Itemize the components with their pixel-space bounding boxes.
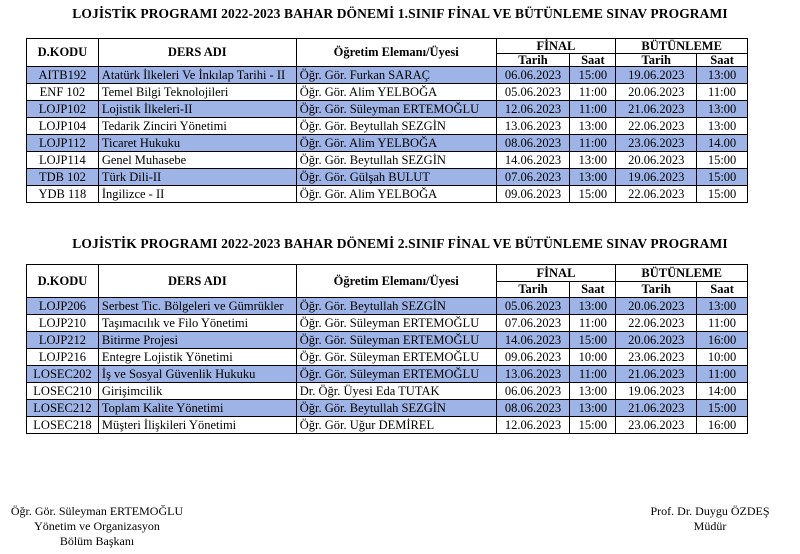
table-row [27, 169, 748, 186]
signature-left-department: Yönetim ve Organizasyon [34, 519, 160, 533]
final-time-cell: 11:00 [570, 315, 616, 332]
makeup-time-cell: 13:00 [697, 298, 748, 315]
signature-right [630, 504, 790, 534]
program1-title: LOJİSTİK PROGRAMI 2022-2023 BAHAR DÖNEMİ 1.SINIF FİNAL VE BÜTÜNLEME SINAV PROGRAMI [72, 6, 728, 21]
makeup-time-cell: 16:00 [697, 417, 748, 434]
header-final-time: Saat [570, 282, 616, 298]
makeup-date-cell: 19.06.2023 [616, 383, 697, 400]
instructor-cell: Öğr. Gör. Süleyman ERTEMOĞLU [296, 366, 496, 383]
table-row [27, 366, 748, 383]
course-code-cell: LOJP112 [27, 135, 99, 152]
makeup-date-cell: 20.06.2023 [616, 152, 697, 169]
course-name-cell: İngilizce - II [98, 186, 296, 203]
header-makeup-time: Saat [697, 282, 748, 298]
makeup-date-cell: 22.06.2023 [616, 315, 697, 332]
header-course: DERS ADI [98, 265, 296, 298]
header-makeup-time: Saat [697, 54, 748, 67]
table-row [27, 135, 748, 152]
course-code-cell: AITB192 [27, 67, 99, 84]
instructor-cell: Öğr. Gör. Süleyman ERTEMOĞLU [296, 315, 496, 332]
header-course: DERS ADI [98, 39, 296, 67]
header-final: FİNAL [496, 39, 616, 54]
header-final-date: Tarih [496, 54, 570, 67]
table-row [27, 101, 748, 118]
final-time-cell: 11:00 [570, 84, 616, 101]
course-name-cell: Müşteri İlişkileri Yönetimi [98, 417, 296, 434]
course-code-cell: YDB 118 [27, 186, 99, 203]
instructor-cell: Öğr. Gör. Uğur DEMİREL [296, 417, 496, 434]
final-date-cell: 12.06.2023 [496, 101, 570, 118]
makeup-time-cell: 13:00 [697, 67, 748, 84]
instructor-cell: Öğr. Gör. Beytullah SEZGİN [296, 298, 496, 315]
final-date-cell: 08.06.2023 [496, 135, 570, 152]
final-date-cell: 06.06.2023 [496, 383, 570, 400]
makeup-time-cell: 15:00 [697, 152, 748, 169]
course-code-cell: LOJP102 [27, 101, 99, 118]
header-code: D.KODU [27, 265, 99, 298]
table-row [27, 118, 748, 135]
header-final: FİNAL [496, 265, 616, 282]
course-name-cell: Toplam Kalite Yönetimi [98, 400, 296, 417]
final-time-cell: 13:00 [570, 118, 616, 135]
final-time-cell: 11:00 [570, 366, 616, 383]
final-time-cell: 15:00 [570, 332, 616, 349]
course-code-cell: TDB 102 [27, 169, 99, 186]
final-date-cell: 14.06.2023 [496, 332, 570, 349]
final-time-cell: 15:00 [570, 67, 616, 84]
table-row [27, 84, 748, 101]
course-name-cell: İş ve Sosyal Güvenlik Hukuku [98, 366, 296, 383]
final-date-cell: 05.06.2023 [496, 84, 570, 101]
course-code-cell: ENF 102 [27, 84, 99, 101]
course-name-cell: Temel Bilgi Teknolojileri [98, 84, 296, 101]
instructor-cell: Öğr. Gör. Süleyman ERTEMOĞLU [296, 101, 496, 118]
final-date-cell: 07.06.2023 [496, 315, 570, 332]
final-time-cell: 13:00 [570, 383, 616, 400]
instructor-cell: Öğr. Gör. Alim YELBOĞA [296, 84, 496, 101]
makeup-time-cell: 13:00 [697, 101, 748, 118]
header-makeup-date: Tarih [616, 282, 697, 298]
instructor-cell: Öğr. Gör. Gülşah BULUT [296, 169, 496, 186]
table-row [27, 152, 748, 169]
final-time-cell: 13:00 [570, 298, 616, 315]
header-makeup: BÜTÜNLEME [616, 265, 748, 282]
signature-left [2, 504, 192, 549]
course-name-cell: Tedarik Zinciri Yönetimi [98, 118, 296, 135]
makeup-time-cell: 15:00 [697, 186, 748, 203]
final-date-cell: 09.06.2023 [496, 186, 570, 203]
final-time-cell: 15:00 [570, 417, 616, 434]
makeup-date-cell: 19.06.2023 [616, 169, 697, 186]
program1-table [26, 38, 748, 203]
course-code-cell: LOJP206 [27, 298, 99, 315]
header-makeup-date: Tarih [616, 54, 697, 67]
makeup-date-cell: 23.06.2023 [616, 417, 697, 434]
final-time-cell: 13:00 [570, 169, 616, 186]
final-date-cell: 13.06.2023 [496, 366, 570, 383]
makeup-time-cell: 10:00 [697, 349, 748, 366]
course-name-cell: Genel Muhasebe [98, 152, 296, 169]
final-time-cell: 11:00 [570, 135, 616, 152]
table-row [27, 400, 748, 417]
final-time-cell: 13:00 [570, 400, 616, 417]
signature-right-role: Müdür [693, 519, 727, 533]
final-time-cell: 15:00 [570, 186, 616, 203]
final-date-cell: 07.06.2023 [496, 169, 570, 186]
final-time-cell: 10:00 [570, 349, 616, 366]
makeup-date-cell: 21.06.2023 [616, 400, 697, 417]
table-row [27, 315, 748, 332]
final-date-cell: 08.06.2023 [496, 400, 570, 417]
course-name-cell: Lojistik İlkeleri-II [98, 101, 296, 118]
program2-table [26, 264, 748, 434]
course-code-cell: LOJP104 [27, 118, 99, 135]
makeup-date-cell: 23.06.2023 [616, 349, 697, 366]
final-date-cell: 12.06.2023 [496, 417, 570, 434]
header-instructor: Öğretim Elemanı/Üyesi [296, 265, 496, 298]
final-time-cell: 11:00 [570, 101, 616, 118]
instructor-cell: Öğr. Gör. Alim YELBOĞA [296, 186, 496, 203]
header-final-date: Tarih [496, 282, 570, 298]
makeup-time-cell: 15:00 [697, 400, 748, 417]
course-code-cell: LOJP114 [27, 152, 99, 169]
course-code-cell: LOSEC202 [27, 366, 99, 383]
instructor-cell: Öğr. Gör. Beytullah SEZGİN [296, 152, 496, 169]
course-name-cell: Bitirme Projesi [98, 332, 296, 349]
makeup-time-cell: 11:00 [697, 366, 748, 383]
course-name-cell: Girişimcilik [98, 383, 296, 400]
makeup-time-cell: 14.00 [697, 135, 748, 152]
course-name-cell: Türk Dili-II [98, 169, 296, 186]
course-name-cell: Serbest Tic. Bölgeleri ve Gümrükler [98, 298, 296, 315]
table-row [27, 298, 748, 315]
final-date-cell: 09.06.2023 [496, 349, 570, 366]
program2-title: LOJİSTİK PROGRAMI 2022-2023 BAHAR DÖNEMİ 2.SINIF FİNAL VE BÜTÜNLEME SINAV PROGRAMI [72, 236, 728, 251]
makeup-time-cell: 13:00 [697, 118, 748, 135]
instructor-cell: Öğr. Gör. Furkan SARAÇ [296, 67, 496, 84]
makeup-time-cell: 11:00 [697, 315, 748, 332]
makeup-date-cell: 19.06.2023 [616, 67, 697, 84]
course-code-cell: LOSEC210 [27, 383, 99, 400]
header-instructor: Öğretim Elemanı/Üyesi [296, 39, 496, 67]
makeup-date-cell: 23.06.2023 [616, 135, 697, 152]
final-date-cell: 13.06.2023 [496, 118, 570, 135]
signature-left-name: Öğr. Gör. Süleyman ERTEMOĞLU [10, 504, 184, 518]
makeup-date-cell: 22.06.2023 [616, 186, 697, 203]
makeup-date-cell: 22.06.2023 [616, 118, 697, 135]
signature-right-name: Prof. Dr. Duygu ÖZDEŞ [650, 504, 770, 518]
course-code-cell: LOSEC212 [27, 400, 99, 417]
final-time-cell: 13:00 [570, 152, 616, 169]
table-row [27, 186, 748, 203]
table-row [27, 417, 748, 434]
instructor-cell: Dr. Öğr. Üyesi Eda TUTAK [296, 383, 496, 400]
makeup-time-cell: 15:00 [697, 169, 748, 186]
final-date-cell: 06.06.2023 [496, 67, 570, 84]
makeup-date-cell: 20.06.2023 [616, 332, 697, 349]
header-makeup: BÜTÜNLEME [616, 39, 748, 54]
instructor-cell: Öğr. Gör. Süleyman ERTEMOĞLU [296, 349, 496, 366]
instructor-cell: Öğr. Gör. Beytullah SEZGİN [296, 118, 496, 135]
makeup-date-cell: 21.06.2023 [616, 101, 697, 118]
course-code-cell: LOJP216 [27, 349, 99, 366]
course-name-cell: Ticaret Hukuku [98, 135, 296, 152]
course-code-cell: LOJP212 [27, 332, 99, 349]
header-code: D.KODU [27, 39, 99, 67]
table-row [27, 383, 748, 400]
makeup-date-cell: 20.06.2023 [616, 84, 697, 101]
table-row [27, 332, 748, 349]
instructor-cell: Öğr. Gör. Alim YELBOĞA [296, 135, 496, 152]
makeup-time-cell: 11:00 [697, 84, 748, 101]
course-name-cell: Atatürk İlkeleri Ve İnkılap Tarihi - II [98, 67, 296, 84]
signature-left-role: Bölüm Başkanı [59, 534, 135, 548]
instructor-cell: Öğr. Gör. Süleyman ERTEMOĞLU [296, 332, 496, 349]
makeup-date-cell: 21.06.2023 [616, 366, 697, 383]
course-name-cell: Taşımacılık ve Filo Yönetimi [98, 315, 296, 332]
course-code-cell: LOJP210 [27, 315, 99, 332]
table-row [27, 67, 748, 84]
makeup-time-cell: 14:00 [697, 383, 748, 400]
course-code-cell: LOSEC218 [27, 417, 99, 434]
table-row [27, 349, 748, 366]
makeup-date-cell: 20.06.2023 [616, 298, 697, 315]
instructor-cell: Öğr. Gör. Beytullah SEZGİN [296, 400, 496, 417]
makeup-time-cell: 16:00 [697, 332, 748, 349]
course-name-cell: Entegre Lojistik Yönetimi [98, 349, 296, 366]
final-date-cell: 14.06.2023 [496, 152, 570, 169]
header-final-time: Saat [570, 54, 616, 67]
final-date-cell: 05.06.2023 [496, 298, 570, 315]
